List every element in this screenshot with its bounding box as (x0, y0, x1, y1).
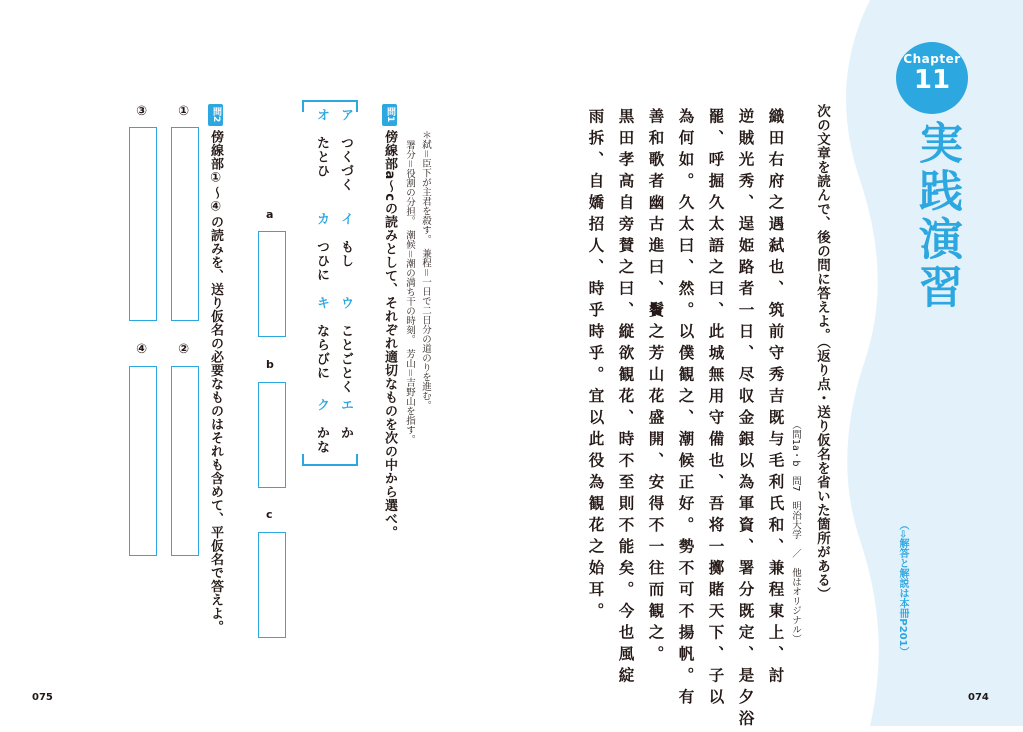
choice-letter: ア (338, 108, 353, 122)
choice-text: ことごとく (338, 324, 353, 394)
q2-answer-label-4: ④ (136, 342, 148, 357)
choices-bracket-right-bottom (356, 454, 358, 466)
choice-text: かな (314, 426, 329, 454)
passage-line-6: 黒田孝高自旁賛之曰、縦欲観花、時不至則不能矣。今也風綻 (616, 108, 636, 689)
q1-answer-box-a[interactable] (258, 231, 286, 337)
q2-answer-box-2[interactable] (171, 366, 199, 556)
choice-a (336, 108, 355, 192)
q1-answer-label-b: b (266, 358, 274, 371)
choices-bracket-bottom (302, 464, 358, 466)
chapter-title: 実践演習 (911, 120, 962, 312)
choice-ki (312, 296, 331, 380)
q2-answer-box-3[interactable] (129, 127, 157, 321)
choice-letter: カ (314, 212, 329, 226)
q1-answer-label-c: c (266, 508, 273, 521)
choice-text: つひに (314, 240, 329, 282)
choices-bracket-left-top (302, 100, 304, 112)
passage-line-3: 罷、呼掘久太語之曰、此城無用守備也、吾将一擲賭天下、子以 (706, 108, 726, 710)
choice-e (336, 398, 355, 440)
choice-letter: ク (314, 398, 329, 412)
instruction-text: 次の文章を読んで、後の問に答えよ。（返り点・送り仮名を省いた箇所がある） (814, 104, 830, 602)
choice-letter: キ (314, 296, 329, 310)
choice-text: か (338, 426, 353, 440)
passage-line-5: 善和歌者幽古進曰、鬢之芳山花盛開、安得不一往而観之。 (646, 108, 666, 667)
choice-text: つくづく (338, 136, 353, 192)
chapter-label: Chapter (903, 52, 961, 66)
choice-text: たとひ (314, 136, 329, 178)
passage-line-7: 雨拆、自嬌招人、時乎時乎。宜以此役為観花之始耳。 (586, 108, 606, 624)
choices-bracket-right-top (356, 100, 358, 112)
chapter-badge (896, 42, 968, 114)
q2-answer-label-2: ② (178, 342, 190, 357)
page-number-left: 075 (32, 692, 53, 703)
chapter-number: 11 (913, 65, 951, 95)
choice-text: ならびに (314, 324, 329, 380)
q1-note-2: 署分＝役割の分担。 潮候＝潮の満ち干の時刻。 芳山＝吉野山を指す。 (404, 140, 415, 445)
q2-answer-box-4[interactable] (129, 366, 157, 556)
q1-answer-box-c[interactable] (258, 532, 286, 638)
answer-reference: （⇨解答と解説は本冊P201） (897, 520, 908, 657)
choice-ku (312, 398, 331, 454)
passage-line-4: 為何如。久太曰、然。以僕観之、潮候正好。勢不可不揚帆。有 (676, 108, 696, 710)
q1-answer-box-b[interactable] (258, 382, 286, 488)
page-number-right: 074 (968, 692, 989, 703)
choice-i (336, 212, 355, 268)
passage-line-1: 織田右府之遇弑也、筑前守秀吉既与毛利氏和、兼程東上、討 (766, 108, 786, 689)
choice-text: もし (338, 240, 353, 268)
q1-answer-label-a: a (266, 208, 274, 221)
q2-answer-box-1[interactable] (171, 127, 199, 321)
q2-badge: 問2 (208, 104, 223, 126)
choice-u (336, 296, 355, 394)
choice-letter: イ (338, 212, 353, 226)
source-citation: （問1a・b 問7 明治大学 ／ 他はオリジナル） (790, 420, 801, 644)
choice-ka (312, 212, 331, 282)
q1-badge: 問1 (382, 104, 397, 126)
q1-note-1: ＊弑＝臣下が主君を殺す。 兼程＝一日で二日分の道のりを進む。 (420, 130, 431, 411)
choice-letter: ウ (338, 296, 353, 310)
q2-prompt: 傍線部①～④の読みを、送り仮名の必要なものはそれも含めて、平仮名で答えよ。 (208, 130, 223, 634)
q1-prompt: 傍線部a～cの読みとして、それぞれ適切なものを次の中から選べ。 (382, 130, 397, 539)
choices-bracket-top (302, 100, 358, 108)
choice-letter: エ (338, 398, 353, 412)
choices-bracket-left-bottom (302, 454, 304, 466)
choice-o (312, 108, 331, 178)
q2-answer-label-3: ③ (136, 104, 148, 119)
choice-letter: オ (314, 108, 329, 122)
passage-line-2: 逆賊光秀、逞姫路者一日、尽収金銀以為軍資、署分既定、是夕浴 (736, 108, 756, 732)
q2-answer-label-1: ① (178, 104, 190, 119)
